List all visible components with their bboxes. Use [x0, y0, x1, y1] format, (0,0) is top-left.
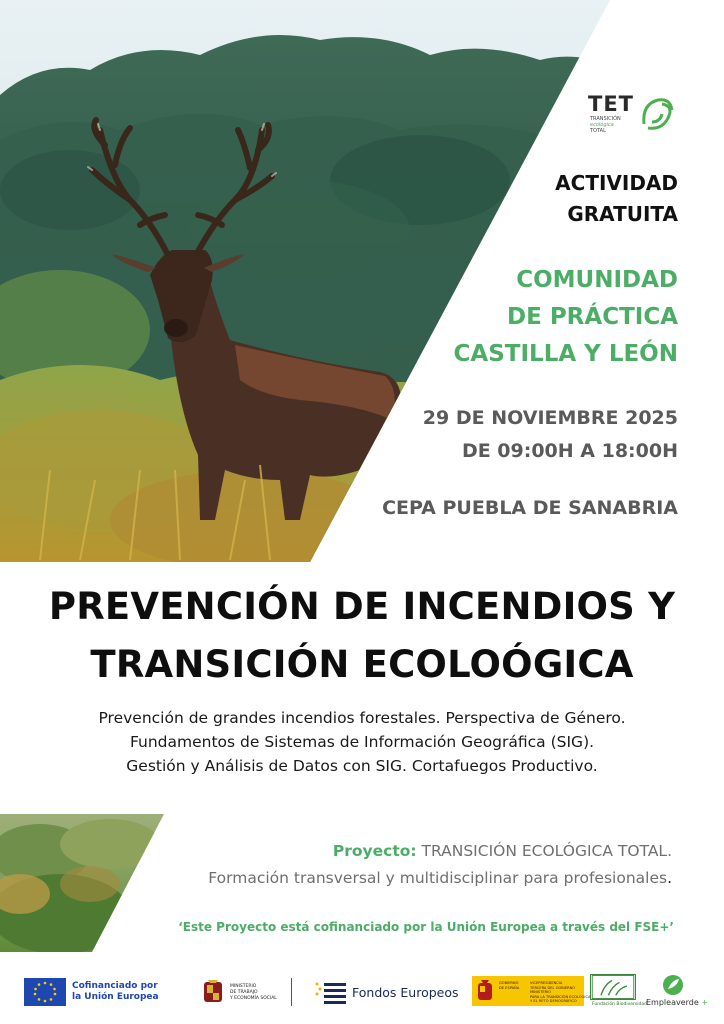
- actividad-line-2: GRATUITA: [567, 202, 678, 226]
- ministerio-trabajo-logo: [200, 978, 292, 1006]
- empleaverde-plus: +: [701, 998, 709, 1007]
- tet-logo-line2: ecológica: [590, 122, 614, 128]
- spain-shield-icon: [200, 978, 226, 1006]
- eu-logo-line-1: Cofinanciado por: [72, 981, 158, 991]
- actividad-line-1: ACTIVIDAD: [555, 171, 678, 195]
- fondos-europeos-icon: [314, 980, 348, 1004]
- comunidad-line-3: CASTILLA Y LEÓN: [453, 341, 678, 367]
- tet-logo-letters: TET: [588, 92, 634, 116]
- gobierno-ministry-line-4: PARA LA TRANSICIÓN ECOLÓGICA: [530, 994, 591, 999]
- topic-item: Gestión y Análisis de Datos con SIG. Cortafuegos Productivo.: [126, 757, 598, 775]
- tet-logo: [588, 92, 680, 140]
- topic-item: Fundamentos de Sistemas de Información Geográfica (SIG).: [129, 733, 595, 751]
- cofinanciado-note: ‘Este Proyecto está cofinanciado por la Unión Europea a través del FSE+’: [178, 920, 674, 934]
- gobierno-ministry-line-5: Y EL RETO DEMOGRÁFICO: [530, 999, 577, 1003]
- main-title: [0, 578, 724, 694]
- topic-item: Prevención de grandes incendios forestales. Perspectiva de Género.: [98, 709, 626, 727]
- comunidad-practica: [454, 262, 678, 373]
- ministerio-line-1: MINISTERIO: [230, 984, 257, 989]
- tet-logo-icon: [640, 94, 676, 134]
- main-title-line-2: TRANSICIÓN ECOLOÓGICA: [90, 643, 634, 686]
- eu-flag-icon: [24, 978, 66, 1006]
- eu-logo-line-2: la Unión Europea: [72, 992, 159, 1002]
- tet-logo-line1: TRANSICIÓN: [590, 116, 621, 122]
- gobierno-ministry-line-1: VICEPRESIDENCIA: [530, 981, 563, 985]
- comunidad-line-2: DE PRÁCTICA: [507, 304, 678, 330]
- fundacion-biodiversidad-logo: [590, 974, 647, 1008]
- project-description: Formación transversal y multidisciplinar para profesionales: [208, 869, 668, 887]
- leaf-icon: [662, 974, 684, 996]
- gobierno-ministry-line-2: TERCERA DEL GOBIERNO: [530, 985, 576, 990]
- tet-logo-subtitle: [590, 116, 621, 134]
- gobierno-text: [499, 981, 519, 990]
- project-description-end: .: [667, 869, 672, 887]
- project-name: TRANSICIÓN ECOLÓGICA TOTAL.: [421, 842, 672, 860]
- ministerio-text: [230, 984, 277, 1002]
- gobierno-ministry-text: [530, 981, 590, 1004]
- spain-shield-icon: [475, 979, 495, 1003]
- gobierno-espana-logo: [472, 976, 591, 1006]
- biodiversidad-icon: [590, 974, 636, 1000]
- event-date: 29 DE NOVIEMBRE 2025: [422, 407, 678, 429]
- empleaverde-logo: [646, 974, 709, 1010]
- gobierno-ministry-line-3: MINISTERIO: [530, 990, 552, 994]
- ministerio-line-2: DE TRABAJO: [230, 990, 258, 995]
- empleaverde-text: [646, 998, 708, 1007]
- event-time: DE 09:00H A 18:00H: [461, 440, 678, 462]
- event-date-time: [423, 402, 678, 468]
- main-title-line-1: PREVENCIÓN DE INCENDIOS Y: [48, 585, 676, 628]
- event-location: CEPA PUEBLA DE SANABRIA: [382, 497, 678, 519]
- tet-logo-line3: TOTAL: [590, 128, 606, 134]
- topics-list: [0, 706, 724, 778]
- gobierno-line-2: DE ESPAÑA: [499, 985, 520, 990]
- eu-logo-text: [72, 981, 159, 1003]
- fondos-europeos-logo: [314, 978, 464, 1006]
- fondos-europeos-text: Fondos Europeos: [352, 985, 459, 1000]
- project-label: Proyecto:: [332, 842, 417, 860]
- empleaverde-word: Empleaverde: [646, 998, 699, 1007]
- eu-logo: [24, 978, 164, 1006]
- footer-logos: [0, 968, 724, 1018]
- actividad-gratuita: [555, 168, 678, 230]
- biodiversidad-text: Fundación Biodiversidad: [592, 1002, 647, 1007]
- project-info: [208, 838, 672, 892]
- forest-photo: [0, 814, 166, 952]
- gobierno-line-1: GOBIERNO: [499, 981, 519, 985]
- ministerio-line-3: Y ECONOMÍA SOCIAL: [230, 996, 277, 1001]
- comunidad-line-1: COMUNIDAD: [516, 267, 678, 293]
